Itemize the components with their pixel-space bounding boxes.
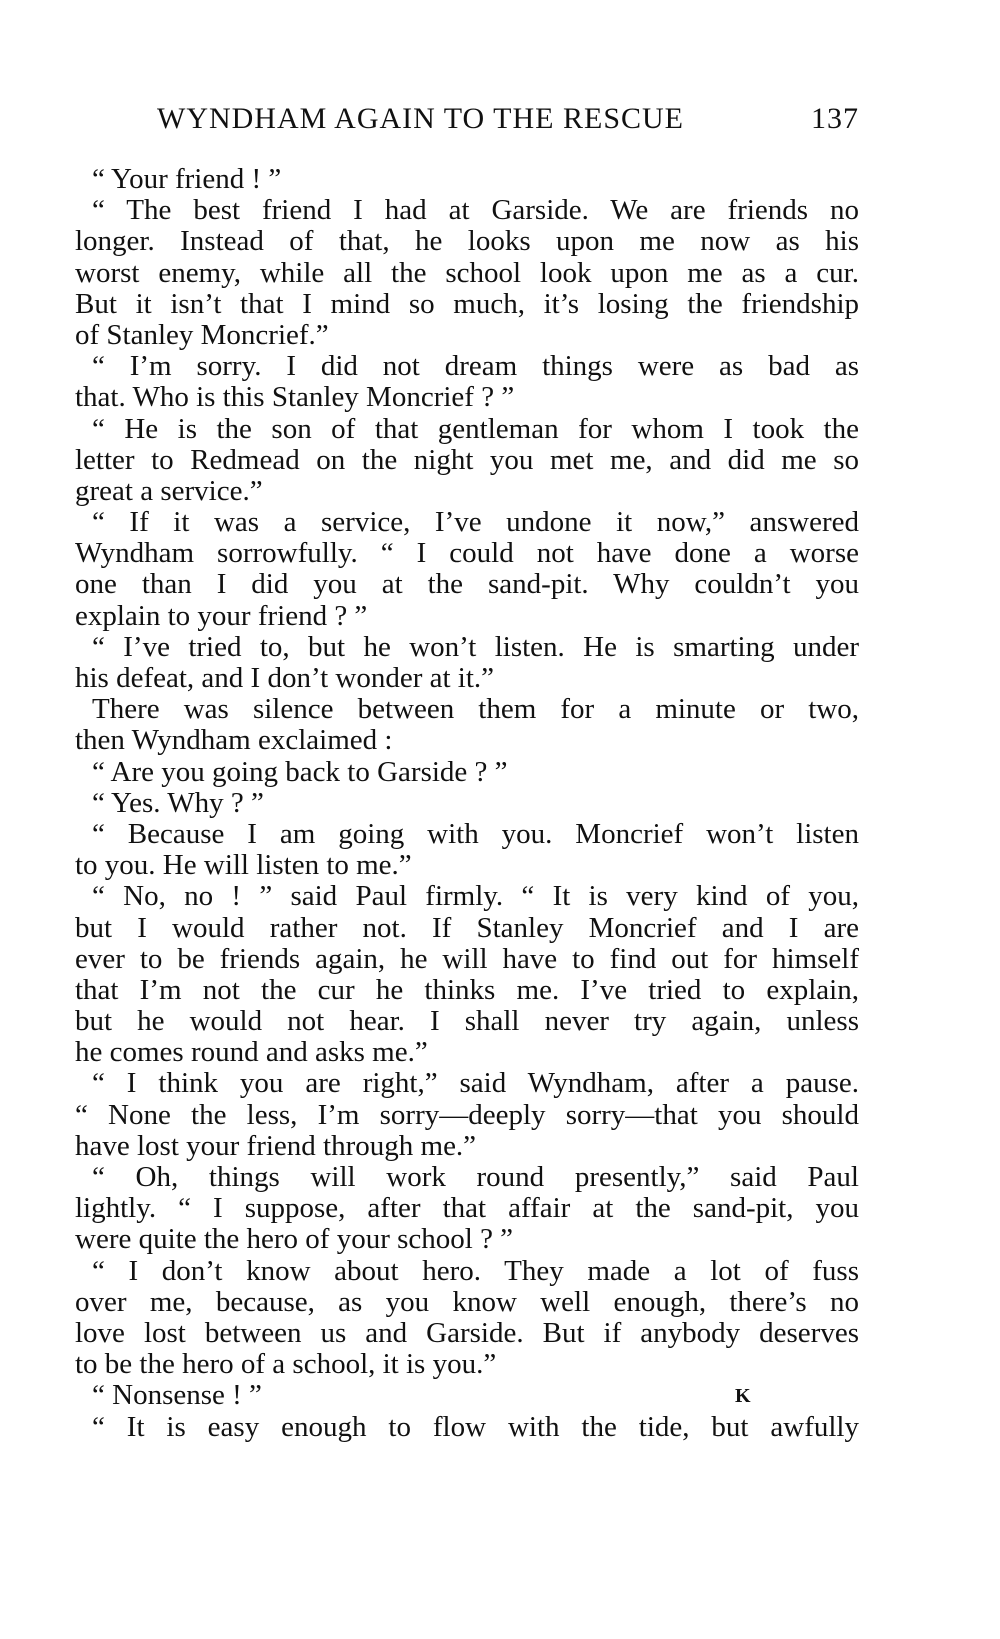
text-line: that I’m not the cur he thinks me. I’ve tried to explain, xyxy=(75,974,859,1006)
text-line: great a service.” xyxy=(75,475,263,507)
text-line: have lost your friend through me.” xyxy=(75,1130,477,1162)
text-line: “ Oh, things will work round presently,” said Paul xyxy=(92,1162,859,1193)
text-line: “ The best friend I had at Garside. We are friends no xyxy=(92,195,859,227)
text-line: longer. Instead of that, he looks upon me now as his xyxy=(75,226,859,258)
text-line: But it isn’t that I mind so much, it’s losing the friendship xyxy=(75,288,859,320)
text-line: his defeat, and I don’t wonder at it.” xyxy=(75,663,495,694)
text-line: “ Your friend ! ” xyxy=(92,164,282,195)
text-line: he comes round and asks me.” xyxy=(75,1037,428,1069)
text-line: There was silence between them for a minute or two, xyxy=(92,694,859,726)
text-line: over me, because, as you know well enough, there’s no xyxy=(75,1286,859,1318)
page-header xyxy=(75,102,859,142)
text-line: “ None the less, I’m sorry—deeply sorry—that you should xyxy=(75,1099,859,1131)
text-line: were quite the hero of your school ? ” xyxy=(75,1224,514,1256)
text-line: of Stanley Moncrief.” xyxy=(75,319,329,351)
text-line: letter to Redmead on the night you met me, and did me so xyxy=(75,444,859,476)
text-line: but I would rather not. If Stanley Moncrief and I are xyxy=(75,912,859,944)
running-title: WYNDHAM AGAIN TO THE RESCUE xyxy=(157,102,685,135)
text-line: “ Nonsense ! ” xyxy=(92,1380,262,1412)
body-text xyxy=(75,164,859,1443)
text-line: “ I’ve tried to, but he won’t listen. He is smarting under xyxy=(92,631,859,663)
text-line: but he would not hear. I shall never try again, unless xyxy=(75,1006,859,1038)
text-line: “ Yes. Why ? ” xyxy=(92,787,264,819)
text-line: “ I don’t know about hero. They made a lot of fuss xyxy=(92,1255,859,1287)
text-line: “ He is the son of that gentleman for whom I took the xyxy=(92,413,859,445)
text-line: then Wyndham exclaimed : xyxy=(75,725,393,757)
text-line: one than I did you at the sand-pit. Why couldn’t you xyxy=(75,569,859,601)
text-line: “ No, no ! ” said Paul firmly. “ It is very kind of you, xyxy=(92,881,859,913)
text-line: that. Who is this Stanley Moncrief ? ” xyxy=(75,382,515,414)
text-line: lightly. “ I suppose, after that affair at the sand-pit, you xyxy=(75,1193,859,1225)
text-line: explain to your friend ? ” xyxy=(75,600,368,632)
text-line: “ I think you are right,” said Wyndham, after a pause. xyxy=(92,1068,859,1100)
text-line: love lost between us and Garside. But if anybody deserves xyxy=(75,1317,859,1349)
text-line: ever to be friends again, he will have to find out for himself xyxy=(75,943,859,975)
text-line: worst enemy, while all the school look upon me as a cur. xyxy=(75,257,859,289)
text-line: to you. He will listen to me.” xyxy=(75,850,412,882)
text-line: “ I’m sorry. I did not dream things were as bad as xyxy=(92,351,859,383)
text-line: “ Are you going back to Garside ? ” xyxy=(92,756,508,788)
signature-mark: K xyxy=(735,1385,752,1407)
text-line: to be the hero of a school, it is you.” xyxy=(75,1349,497,1381)
text-line: “ It is easy enough to flow with the tide, but awfully xyxy=(92,1411,859,1443)
text-line: Wyndham sorrowfully. “ I could not have done a worse xyxy=(75,538,859,570)
text-line: “ If it was a service, I’ve undone it now,” answered xyxy=(92,507,859,539)
text-line: “ Because I am going with you. Moncrief won’t listen xyxy=(92,818,859,850)
page-number: 137 xyxy=(811,102,859,135)
